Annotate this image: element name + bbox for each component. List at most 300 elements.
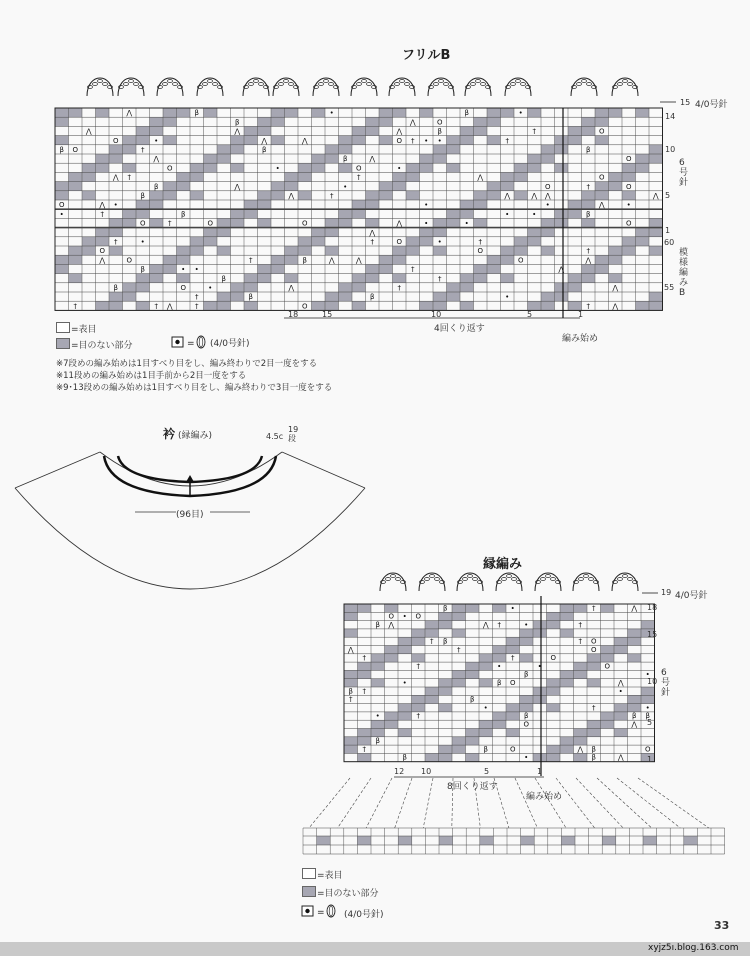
stitch-symbol: • <box>524 753 529 762</box>
stitch-symbol: ⋀ <box>347 645 354 654</box>
stitch-symbol: • <box>329 109 334 118</box>
stitch-symbol: O <box>58 201 65 210</box>
frill-b-side-needle: 6号針 <box>679 158 689 188</box>
stitch-symbol: O <box>301 302 308 311</box>
stitch-symbol: • <box>275 164 280 173</box>
stitch-symbol: O <box>139 219 146 228</box>
grid-cell-empty <box>533 687 547 695</box>
grid-cell-empty <box>217 301 231 310</box>
grid-cell-empty <box>163 191 177 200</box>
grid-cell-empty <box>447 136 461 145</box>
stitch-symbol: ⋀ <box>612 284 619 292</box>
grid-cell-empty <box>622 163 636 172</box>
chain-loop <box>551 578 556 581</box>
stitch-symbol: • <box>645 670 650 679</box>
grid-cell-empty <box>636 301 650 310</box>
grid-cell-empty <box>312 237 326 246</box>
frill-b-top-needle: 4/0号針 <box>695 100 728 110</box>
picot-arc <box>428 78 454 96</box>
stitch-symbol: ⋀ <box>612 302 619 311</box>
stitch-symbol: • <box>140 238 145 246</box>
grid-cell-empty <box>412 629 426 637</box>
chain-loop <box>357 83 362 86</box>
grid-cell-empty <box>244 283 258 292</box>
grid-cell-empty <box>433 246 447 255</box>
stitch-symbol: O <box>509 679 516 687</box>
grid-cell-empty <box>136 301 150 310</box>
grid-cell-empty <box>55 108 69 117</box>
stitch-symbol: O <box>625 219 632 228</box>
grid-cell-empty <box>96 301 110 310</box>
chain-loop <box>511 83 516 86</box>
grid-cell-empty <box>420 237 434 246</box>
legend-bullet-dot <box>305 909 309 913</box>
grid-cell-empty <box>136 209 150 218</box>
stitch-symbol: β <box>140 265 145 274</box>
picot-arc <box>197 78 223 96</box>
grid-cell-empty <box>541 154 555 163</box>
stitch-symbol: ⋀ <box>617 753 624 762</box>
grid-cell-empty <box>298 246 312 255</box>
stitch-symbol: ⋀ <box>631 604 638 613</box>
grid-cell-empty <box>163 108 177 117</box>
fan-line <box>576 778 623 828</box>
grid-cell-empty <box>352 200 366 209</box>
stitch-symbol: • <box>424 201 429 210</box>
stitch-symbol: • <box>626 201 631 210</box>
stitch-symbol: • <box>537 662 542 671</box>
grid-cell-empty <box>109 301 123 310</box>
chain-loop <box>163 83 168 86</box>
edging-chart <box>344 603 658 762</box>
stitch-symbol: ⋀ <box>477 173 484 182</box>
grid-cell-empty <box>150 218 164 227</box>
grid-cell-empty <box>366 200 380 209</box>
grid-cell-empty <box>312 108 326 117</box>
grid-cell-empty <box>244 209 258 218</box>
grid-cell-empty <box>560 670 574 678</box>
grid-cell-empty <box>595 108 609 117</box>
grid-cell-empty <box>406 163 420 172</box>
edging-row-1: 1 <box>647 755 653 764</box>
legend2-knit-label: =表目 <box>317 871 343 881</box>
grid-cell-empty <box>601 646 615 654</box>
chain-loop <box>463 578 468 581</box>
footer-bar <box>0 942 750 956</box>
grid-cell-empty <box>231 163 245 172</box>
fan-line <box>617 778 680 828</box>
grid-cell-empty <box>204 301 218 310</box>
grid-cell-empty <box>514 191 528 200</box>
chain-loop <box>103 83 108 86</box>
collar-right-edge <box>282 452 365 488</box>
grid-cell-empty <box>568 274 582 283</box>
grid-cell-empty <box>358 753 372 761</box>
grid-cell-empty <box>344 604 358 612</box>
stitch-symbol: † <box>457 645 461 654</box>
grid-cell-empty <box>69 274 83 283</box>
grid-cell-empty <box>231 209 245 218</box>
stitch-symbol: O <box>72 146 79 154</box>
stitch-symbol: † <box>73 302 77 311</box>
grid-cell-empty <box>150 274 164 283</box>
grid-cell-empty <box>560 679 574 687</box>
stitch-symbol: • <box>510 604 515 613</box>
grid-cell-empty <box>487 264 501 273</box>
grid-cell-empty <box>190 191 204 200</box>
frill-b-col-15: 15 <box>322 310 333 319</box>
grid-cell-empty <box>568 209 582 218</box>
stitch-symbol: ⋀ <box>153 155 160 164</box>
grid-cell-empty <box>366 191 380 200</box>
grid-cell-empty <box>595 117 609 126</box>
grid-cell-empty <box>420 228 434 237</box>
grid-cell-empty <box>541 246 555 255</box>
chain-loop <box>507 575 512 578</box>
grid-cell-empty <box>452 737 466 745</box>
grid-cell-empty <box>163 264 177 273</box>
grid-cell-empty <box>190 237 204 246</box>
stitch-symbol: O <box>396 136 403 145</box>
chain-loop <box>93 83 98 86</box>
grid-cell-empty <box>622 246 636 255</box>
chain-loop <box>439 80 444 83</box>
stitch-symbol: • <box>113 201 118 210</box>
stitch-symbol: • <box>402 679 407 687</box>
grid-cell-empty <box>82 237 96 246</box>
stitch-symbol: † <box>578 637 582 646</box>
grid-cell-empty <box>528 154 542 163</box>
grid-cell-empty <box>385 646 399 654</box>
grid-cell-empty <box>271 191 285 200</box>
stitch-symbol: ⋀ <box>355 256 362 265</box>
grid-cell-empty <box>123 145 137 154</box>
collar-width: 4.5c <box>266 432 284 441</box>
stitch-symbol: O <box>523 720 530 729</box>
stitch-symbol: ⋀ <box>369 155 376 164</box>
chain-loop <box>284 80 289 83</box>
legend2-no-stitch-label: =目のない部分 <box>317 889 379 899</box>
grid-cell-empty <box>555 145 569 154</box>
grid-cell-empty <box>614 712 628 720</box>
grid-cell-empty <box>398 729 412 737</box>
stitch-symbol: β <box>302 256 307 265</box>
grid-cell-empty <box>460 200 474 209</box>
grid-cell-empty <box>533 621 547 629</box>
grid-cell-empty <box>474 126 488 135</box>
grid-cell-empty <box>258 200 272 209</box>
stitch-symbol: β <box>154 182 159 191</box>
chain-loop <box>168 80 173 83</box>
chain-loop <box>589 578 594 581</box>
grid-cell-empty <box>69 172 83 181</box>
stitch-symbol: ⋀ <box>396 219 403 228</box>
chain-loop <box>579 578 584 581</box>
frill-b-row-14: 14 <box>665 112 676 121</box>
grid-cell-empty <box>493 654 507 662</box>
grid-cell-empty <box>406 237 420 246</box>
stitch-symbol: ⋀ <box>112 173 119 182</box>
stitch-symbol: ⋀ <box>577 745 584 754</box>
stitch-symbol: † <box>362 745 366 754</box>
picot-arc <box>612 78 638 96</box>
legend-bobble-icon <box>327 905 335 917</box>
picot-arc <box>351 78 377 96</box>
grid-cell-empty <box>452 679 466 687</box>
stitch-symbol: ⋀ <box>126 109 133 118</box>
chain-loop <box>259 83 264 86</box>
grid-cell-empty <box>258 274 272 283</box>
grid-cell-empty <box>285 108 299 117</box>
edging-title: 縁編み <box>483 557 523 572</box>
grid-cell-empty <box>528 108 542 117</box>
chain-loop <box>430 575 435 578</box>
grid-cell-empty <box>425 753 439 761</box>
frill-b-col-18: 18 <box>288 310 299 319</box>
grid-cell-empty <box>555 163 569 172</box>
picot-arc <box>419 573 445 591</box>
stitch-symbol: O <box>301 219 308 228</box>
legend-symbols <box>172 336 335 918</box>
grid-cell-empty <box>420 163 434 172</box>
chain-loop <box>213 83 218 86</box>
stitch-symbol: O <box>112 136 119 145</box>
stitch-symbol: † <box>505 136 509 145</box>
grid-cell-empty <box>541 145 555 154</box>
stitch-symbol: • <box>402 612 407 621</box>
grid-cell-empty <box>514 163 528 172</box>
stitch-symbol: β <box>59 146 64 154</box>
grid-cell-empty <box>366 274 380 283</box>
grid-cell-empty <box>177 274 191 283</box>
grid-cell-empty <box>385 712 399 720</box>
stitch-symbol: † <box>592 604 596 613</box>
grid-cell-empty <box>636 237 650 246</box>
stitch-symbol: β <box>483 745 488 754</box>
stitch-symbol: β <box>437 127 442 136</box>
stitch-symbol: O <box>166 164 173 173</box>
grid-cell-empty <box>82 172 96 181</box>
grid-cell-empty <box>109 154 123 163</box>
stitch-symbol: † <box>141 146 145 154</box>
grid-cell-empty <box>358 662 372 670</box>
grid-cell-empty <box>217 218 231 227</box>
grid-cell-empty <box>177 255 191 264</box>
grid-cell-empty <box>574 604 588 612</box>
grid-cell-empty <box>479 720 493 728</box>
grid-cell-empty <box>412 654 426 662</box>
grid-cell-empty <box>460 136 474 145</box>
grid-cell-empty <box>406 191 420 200</box>
grid-cell-empty <box>460 301 474 310</box>
stitch-symbol: β <box>221 274 226 283</box>
picot-arc <box>243 78 269 96</box>
grid-cell-empty <box>425 695 439 703</box>
grid-cell-empty <box>425 687 439 695</box>
grid-cell-empty <box>466 670 480 678</box>
picot-arc <box>496 573 522 591</box>
grid-cell-empty <box>231 136 245 145</box>
fan-line <box>515 778 537 828</box>
grid-cell-empty <box>82 191 96 200</box>
grid-cell-empty <box>641 621 655 629</box>
frill-b-col-10: 10 <box>431 310 442 319</box>
stitch-symbol: O <box>517 256 524 265</box>
fan-line <box>366 778 392 828</box>
grid-cell-empty <box>649 154 663 163</box>
grid-cell-empty <box>568 136 582 145</box>
stitch-symbol: ⋀ <box>166 302 173 311</box>
grid-cell-empty <box>433 145 447 154</box>
grid-cell-empty <box>447 218 461 227</box>
chain-loop <box>435 578 440 581</box>
grid-cell-empty <box>177 182 191 191</box>
edging-row-18: 18 <box>647 603 658 612</box>
legend2-no-stitch-swatch <box>302 886 316 897</box>
grid-cell-empty <box>109 228 123 237</box>
grid-cell-empty <box>371 654 385 662</box>
grid-cell-empty <box>177 108 191 117</box>
grid-cell-empty <box>501 108 515 117</box>
grid-cell-empty <box>69 182 83 191</box>
stitch-symbol: † <box>357 173 361 182</box>
grid-cell-empty <box>271 136 285 145</box>
collar-diagram <box>15 452 365 589</box>
chain-loop <box>396 578 401 581</box>
stitch-symbol: O <box>550 654 557 663</box>
grid-cell-empty <box>487 191 501 200</box>
collar-left-edge <box>15 452 100 488</box>
grid-cell-empty <box>474 117 488 126</box>
strip-cell-empty <box>439 836 453 845</box>
grid-cell-empty <box>69 246 83 255</box>
grid-cell-empty <box>231 292 245 301</box>
grid-cell-empty <box>520 637 534 645</box>
frill-b-col-1: 1 <box>578 310 584 319</box>
grid-cell-empty <box>460 209 474 218</box>
stitch-symbol: † <box>497 620 501 629</box>
stitch-symbol: † <box>249 256 253 265</box>
fan-line <box>597 778 652 828</box>
grid-cell-empty <box>385 720 399 728</box>
grid-cell-empty <box>398 712 412 720</box>
grid-cell-empty <box>582 117 596 126</box>
grid-cell-empty <box>439 679 453 687</box>
stitch-symbol: β <box>248 293 253 302</box>
grid-cell-empty <box>123 292 137 301</box>
stitch-symbol: † <box>362 687 366 696</box>
grid-cell-empty <box>587 662 601 670</box>
grid-cell-empty <box>541 301 555 310</box>
stitch-symbol: • <box>505 293 510 302</box>
stitch-symbol: † <box>397 284 401 292</box>
grid-cell-empty <box>601 720 615 728</box>
legend-bullet-dot <box>175 340 179 344</box>
grid-cell-empty <box>109 246 123 255</box>
stitch-symbol: • <box>154 136 159 145</box>
grid-cell-empty <box>109 292 123 301</box>
stitch-symbol: • <box>375 712 380 721</box>
grid-cell-empty <box>244 126 258 135</box>
collar-title: 衿 <box>163 427 176 441</box>
grid-cell-empty <box>96 154 110 163</box>
grid-cell-empty <box>379 108 393 117</box>
grid-cell-empty <box>312 154 326 163</box>
grid-cell-empty <box>460 274 474 283</box>
stitch-symbol: • <box>181 265 186 274</box>
stitch-symbol: † <box>586 247 590 256</box>
grid-cell-empty <box>595 264 609 273</box>
grid-cell-empty <box>547 687 561 695</box>
grid-cell-empty <box>298 172 312 181</box>
grid-cell-empty <box>339 136 353 145</box>
picot-arc <box>573 573 599 591</box>
picot-arc <box>380 573 406 591</box>
grid-cell-empty <box>258 191 272 200</box>
fan-line <box>535 778 566 828</box>
grid-cell-empty <box>150 117 164 126</box>
stitch-symbol: ⋀ <box>558 265 565 274</box>
stitch-symbol: ⋀ <box>482 620 489 629</box>
stitch-symbol: • <box>545 201 550 210</box>
grid-cell-empty <box>474 191 488 200</box>
grid-cell-empty <box>452 629 466 637</box>
grid-cell-empty <box>69 255 83 264</box>
grid-cell-empty <box>352 136 366 145</box>
stitch-symbol: • <box>194 265 199 274</box>
note-1: ※7段めの編み始めは1目すべり目をし、編み終わりで2目一度をする <box>56 359 318 369</box>
stitch-symbol: ⋀ <box>288 192 295 200</box>
grid-cell-empty <box>474 218 488 227</box>
stitch-symbol: † <box>438 274 442 283</box>
grid-cell-empty <box>258 126 272 135</box>
grid-cell-empty <box>541 292 555 301</box>
grid-cell-empty <box>163 117 177 126</box>
grid-cell-empty <box>501 246 515 255</box>
stitch-symbol: ⋀ <box>531 192 538 200</box>
grid-cell-empty <box>547 612 561 620</box>
grid-cell-empty <box>412 695 426 703</box>
grid-cell-empty <box>325 145 339 154</box>
grid-cell-empty <box>204 154 218 163</box>
grid-cell-empty <box>628 637 642 645</box>
grid-cell-empty <box>595 191 609 200</box>
grid-cell-empty <box>447 292 461 301</box>
grid-cell-empty <box>344 612 358 620</box>
grid-cell-empty <box>406 172 420 181</box>
grid-cell-empty <box>614 704 628 712</box>
stitch-symbol: ⋀ <box>617 679 624 687</box>
legend-equals: = <box>317 908 325 918</box>
stitch-symbol: β <box>443 604 448 613</box>
chain-loop <box>623 80 628 83</box>
grid-cell-empty <box>506 729 520 737</box>
grid-cell-empty <box>271 255 285 264</box>
grid-cell-empty <box>568 126 582 135</box>
grid-cell-empty <box>344 745 358 753</box>
grid-cell-empty <box>55 117 69 126</box>
picot-arc <box>87 78 113 96</box>
chain-loop <box>173 83 178 86</box>
grid-cell-empty <box>244 136 258 145</box>
fan-line <box>556 778 595 828</box>
grid-cell-empty <box>447 209 461 218</box>
grid-cell-empty <box>587 654 601 662</box>
chain-loop <box>203 83 208 86</box>
stitch-symbol: β <box>586 146 591 154</box>
stitch-symbol: • <box>645 703 650 712</box>
stitch-symbol: • <box>424 219 429 228</box>
